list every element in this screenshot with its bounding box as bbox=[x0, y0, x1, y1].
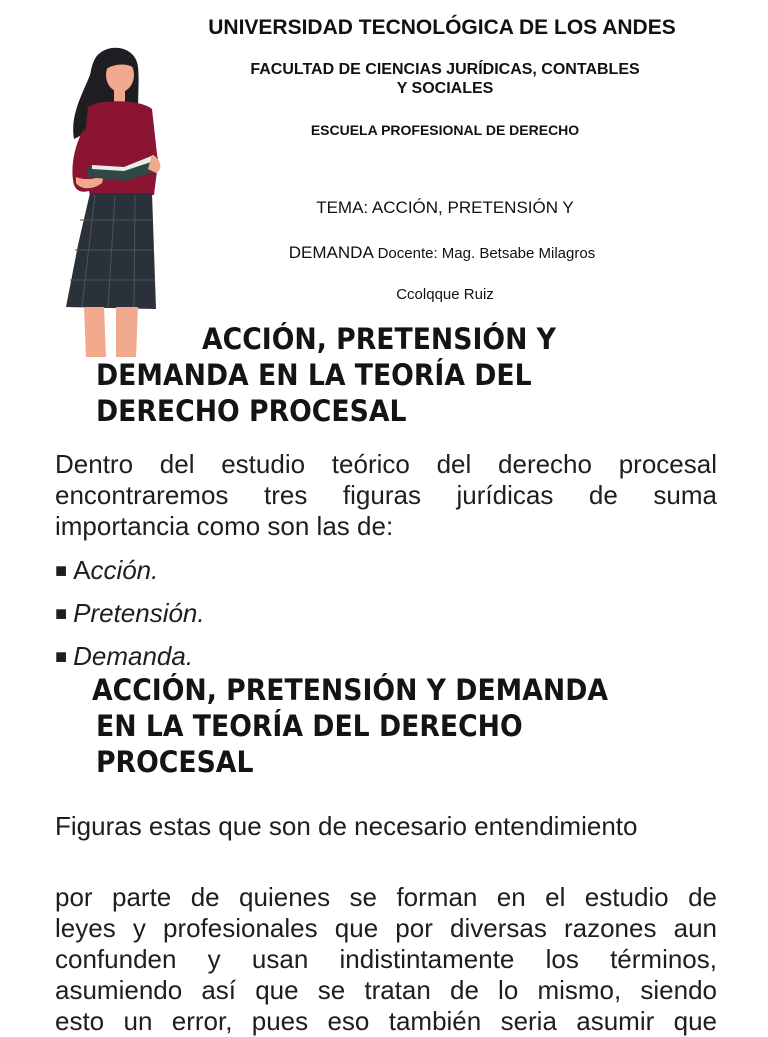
intro-line-1: Dentro del estudio teórico del derecho procesal bbox=[55, 449, 717, 479]
section-title-1-line-2: DEMANDA EN LA TEORÍA DEL bbox=[96, 358, 532, 392]
bullet-pretension bbox=[55, 598, 205, 629]
university-name: UNIVERSIDAD TECNOLÓGICA DE LOS ANDES bbox=[208, 16, 676, 39]
faculty-name bbox=[195, 60, 695, 98]
bullet-accion-rest: cción. bbox=[90, 555, 159, 585]
bullet-square-icon: ■ bbox=[55, 603, 68, 625]
bullet-pretension-text: Pretensión. bbox=[73, 598, 205, 628]
section-title-2-line-3: PROCESAL bbox=[96, 745, 254, 779]
bullet-square-icon: ■ bbox=[55, 646, 68, 668]
section-title-2-line-2: EN LA TEORÍA DEL DERECHO bbox=[96, 709, 523, 743]
topic-line: TEMA: ACCIÓN, PRETENSIÓN Y bbox=[316, 198, 574, 217]
paragraph-explanation bbox=[55, 882, 717, 1037]
explanation-line-5: esto un error, pues eso también seria asumir que bbox=[55, 1006, 717, 1036]
intro-paragraph bbox=[55, 449, 717, 542]
explanation-line-2: leyes y profesionales que por diversas razones aun bbox=[55, 913, 717, 943]
section-title-1-line-1: ACCIÓN, PRETENSIÓN Y bbox=[202, 322, 557, 356]
explanation-line-3: confunden y usan indistintamente los términos, bbox=[55, 944, 717, 974]
faculty-line-1: FACULTAD DE CIENCIAS JURÍDICAS, CONTABLES bbox=[250, 61, 640, 78]
teacher-surname: Ccolqque Ruiz bbox=[396, 286, 494, 303]
bullet-accion bbox=[55, 555, 158, 586]
intro-line-3: importancia como son las de: bbox=[55, 511, 394, 541]
bullet-demanda-text: Demanda. bbox=[73, 641, 194, 671]
teacher-name: Docente: Mag. Betsabe Milagros bbox=[377, 245, 596, 262]
section-title-2-line-1: ACCIÓN, PRETENSIÓN Y DEMANDA bbox=[92, 673, 608, 707]
explanation-line-1: por parte de quienes se forman en el estudio de bbox=[55, 882, 717, 912]
paragraph-figuras: Figuras estas que son de necesario entendimiento bbox=[55, 811, 638, 841]
intro-line-2: encontraremos tres figuras jurídicas de suma bbox=[55, 480, 717, 510]
bullet-square-icon: ■ bbox=[55, 560, 68, 582]
bullet-accion-first: A bbox=[73, 555, 91, 585]
section-title-1-line-3: DERECHO PROCESAL bbox=[96, 394, 407, 428]
explanation-line-4: asumiendo así que se tratan de lo mismo, siendo bbox=[55, 975, 717, 1005]
woman-reading-illustration bbox=[60, 45, 170, 357]
topic-teacher-line bbox=[150, 243, 734, 263]
bullet-demanda bbox=[55, 641, 193, 672]
topic-demanda: DEMANDA bbox=[288, 243, 373, 262]
faculty-line-2: Y SOCIALES bbox=[396, 80, 494, 97]
school-name: ESCUELA PROFESIONAL DE DERECHO bbox=[310, 122, 580, 138]
